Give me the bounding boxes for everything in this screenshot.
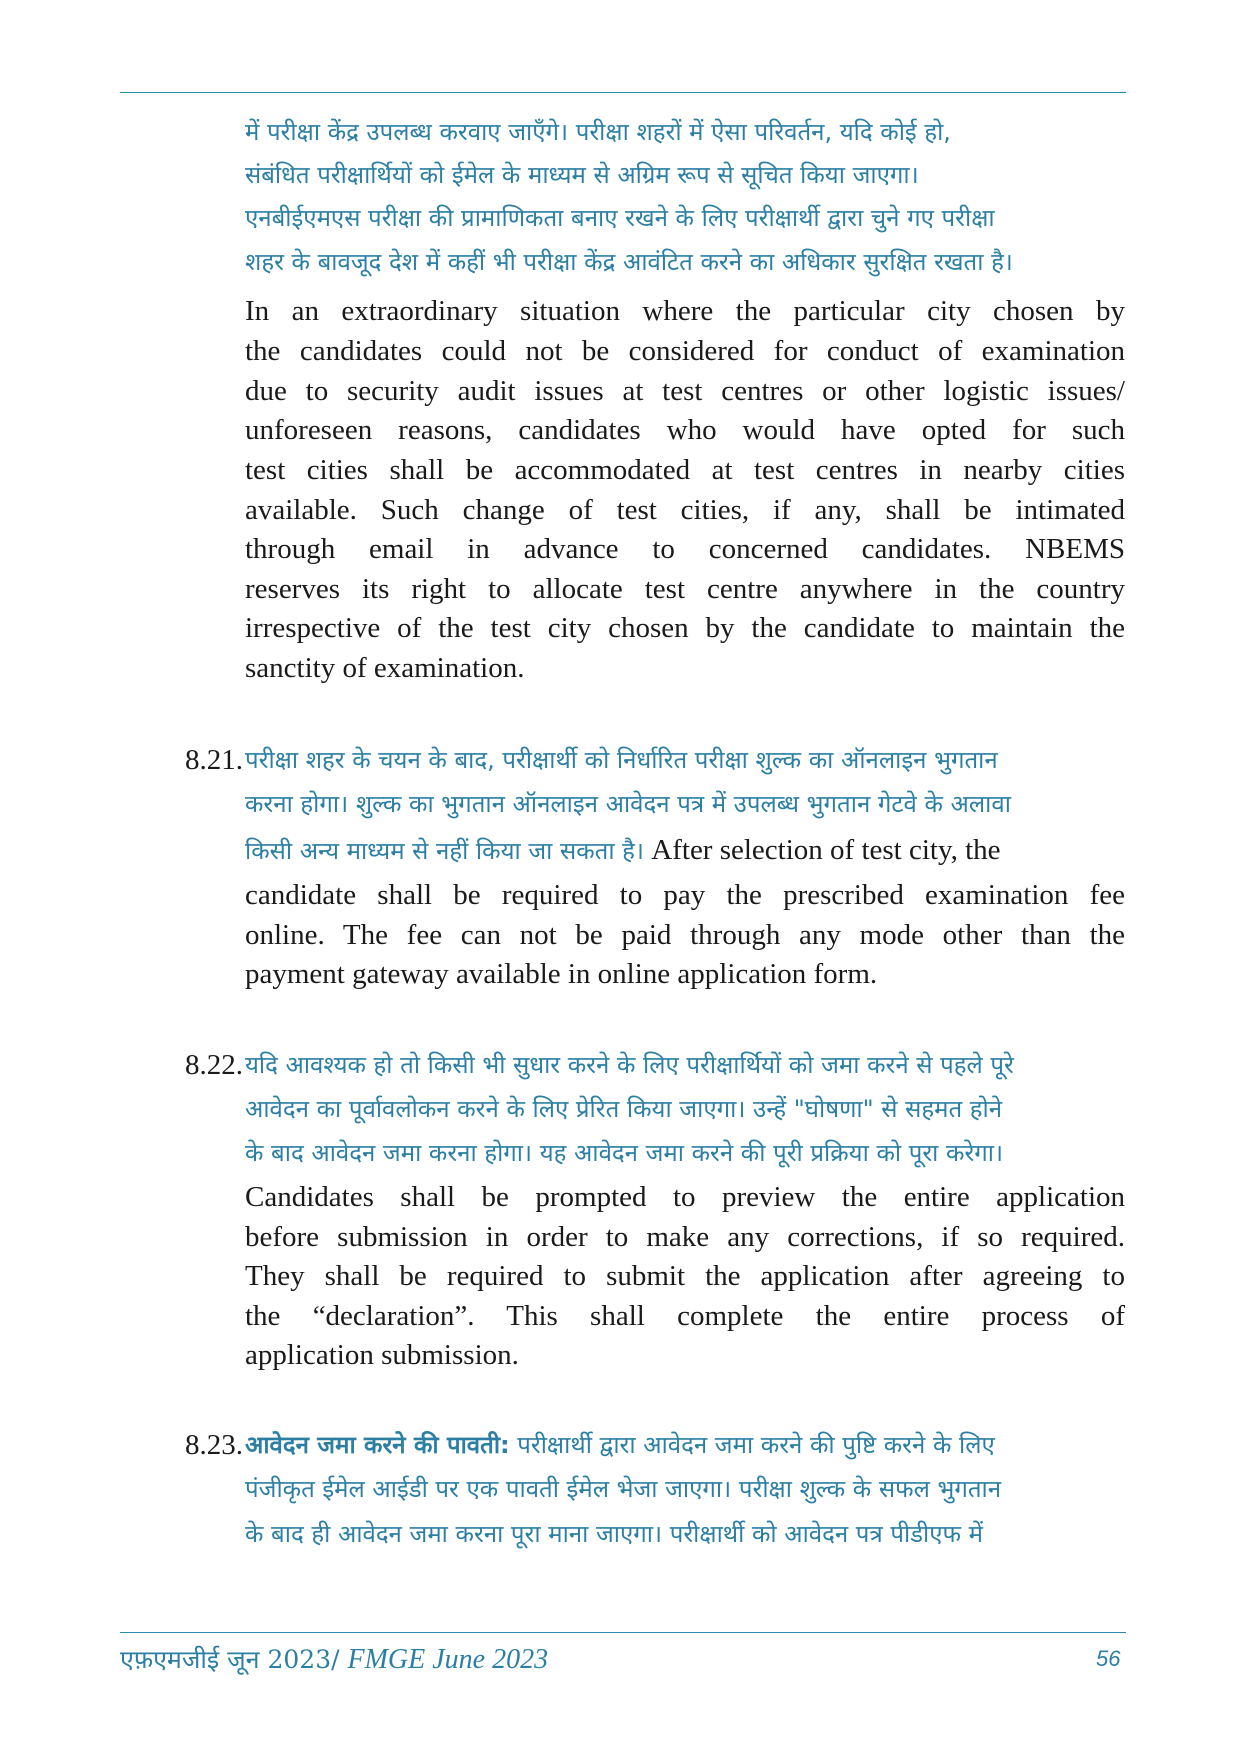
english-line: through email in advance to concerned candidates. NBEMS	[245, 533, 1125, 565]
mixed-line	[245, 830, 1125, 875]
english-line: before submission in order to make any corrections, if so required.	[245, 1221, 1125, 1253]
english-line: the candidates could not be considered for conduct of examination	[245, 335, 1125, 367]
section-number: 8.22.	[185, 1049, 243, 1081]
hindi-fragment: परीक्षार्थी द्वारा आवेदन जमा करने की पुष्टि करने के लिए	[509, 1431, 995, 1459]
english-line: Candidates shall be prompted to preview the entire application	[245, 1181, 1125, 1213]
hindi-line: संबंधित परीक्षार्थियों को ईमेल के माध्यम से अग्रिम रूप से सूचित किया जाएगा।	[245, 161, 919, 189]
english-line: sanctity of examination.	[245, 652, 525, 684]
hindi-line: पंजीकृत ईमेल आईडी पर एक पावती ईमेल भेजा जाएगा। परीक्षा शुल्क के सफल भुगतान	[245, 1475, 1002, 1503]
english-line: unforeseen reasons, candidates who would have opted for such	[245, 414, 1125, 446]
hindi-line: शहर के बावजूद देश में कहीं भी परीक्षा केंद्र आवंटित करने का अधिकार सुरक्षित रखता है।	[245, 248, 1013, 276]
english-line: application submission.	[245, 1339, 519, 1371]
hindi-fragment: किसी अन्य माध्यम से नहीं किया जा सकता है।	[245, 837, 645, 865]
hindi-line: के बाद ही आवेदन जमा करना पूरा माना जाएगा। परीक्षार्थी को आवेदन पत्र पीडीएफ में	[245, 1520, 983, 1548]
footer-hindi: एफ़एमजीई जून 2023/	[120, 1645, 348, 1674]
english-line: online. The fee can not be paid through any mode other than the	[245, 919, 1125, 951]
english-line: They shall be required to submit the application after agreeing to	[245, 1260, 1125, 1292]
footer-english: FMGE June 2023	[347, 1644, 549, 1675]
hindi-line: आवेदन का पूर्वावलोकन करने के लिए प्रेरित किया जाएगा। उन्हें "घोषणा" से सहमत होने	[245, 1095, 1003, 1123]
hindi-line: करना होगा। शुल्क का भुगतान ऑनलाइन आवेदन पत्र में उपलब्ध भुगतान गेटवे के अलावा	[245, 790, 1011, 818]
english-line: payment gateway available in online application form.	[245, 958, 878, 990]
section-number: 8.21.	[185, 744, 243, 776]
english-fragment: After selection of test city, the	[644, 834, 1001, 866]
hindi-line: में परीक्षा केंद्र उपलब्ध करवाए जाएँगे। परीक्षा शहरों में ऐसा परिवर्तन, यदि कोई हो,	[245, 118, 951, 146]
english-line: reserves its right to allocate test centre anywhere in the country	[245, 573, 1125, 605]
header-rule	[120, 92, 1126, 93]
hindi-line: के बाद आवेदन जमा करना होगा। यह आवेदन जमा करने की पूरी प्रक्रिया को पूरा करेगा।	[245, 1139, 1004, 1167]
mixed-line	[245, 1425, 1125, 1469]
english-line: available. Such change of test cities, if any, shall be intimated	[245, 494, 1125, 526]
section-heading: आवेदन जमा करने की पावती:	[245, 1431, 510, 1459]
footer-title	[120, 1642, 548, 1676]
section-number: 8.23.	[185, 1429, 243, 1461]
hindi-line: परीक्षा शहर के चयन के बाद, परीक्षार्थी को निर्धारित परीक्षा शुल्क का ऑनलाइन भुगतान	[245, 746, 998, 774]
english-line: In an extraordinary situation where the particular city chosen by	[245, 295, 1125, 327]
footer-rule	[120, 1632, 1126, 1633]
english-line: the “declaration”. This shall complete the entire process of	[245, 1300, 1125, 1332]
english-line: irrespective of the test city chosen by the candidate to maintain the	[245, 612, 1125, 644]
english-line: test cities shall be accommodated at test centres in nearby cities	[245, 454, 1125, 486]
english-line: due to security audit issues at test centres or other logistic issues/	[245, 375, 1125, 407]
page-number: 56	[1096, 1646, 1121, 1671]
hindi-line: यदि आवश्यक हो तो किसी भी सुधार करने के लिए परीक्षार्थियों को जमा करने से पहले पूरे	[245, 1051, 1014, 1079]
english-line: candidate shall be required to pay the prescribed examination fee	[245, 879, 1125, 911]
hindi-line: एनबीईएमएस परीक्षा की प्रामाणिकता बनाए रखने के लिए परीक्षार्थी द्वारा चुने गए परीक्षा	[245, 204, 995, 232]
